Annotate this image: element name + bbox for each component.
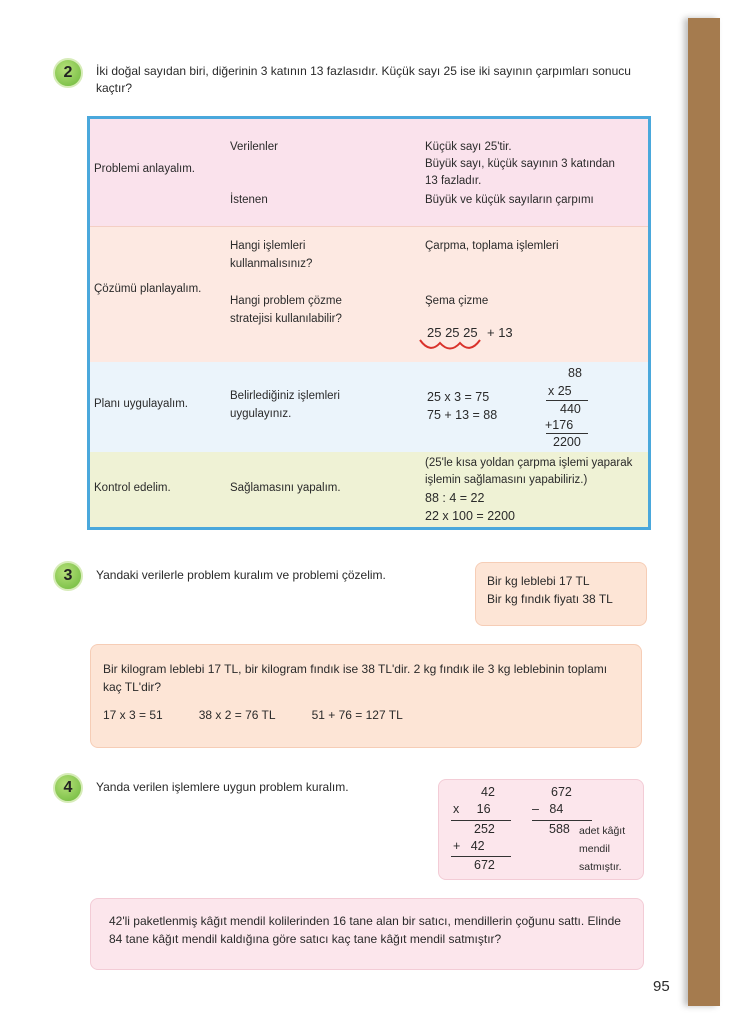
question-label: uygulayınız. (230, 408, 292, 420)
problem-text: 42'li paketlenmiş kâğıt mendil kolilerinden 16 tane alan bir satıcı, mendillerin çoğunu sattı. Elinde 84 tane kâğıt mendil kaldığına göre satıcı kaç tane kâğıt mendil satmıştır? (109, 914, 621, 946)
multiplication-step: 42 (481, 785, 495, 799)
problem-box (90, 644, 642, 748)
subtraction-step: – 84 (532, 802, 564, 816)
operation: 88 : 4 = 22 (425, 491, 485, 505)
question-label: Hangi işlemleri (230, 240, 306, 252)
note-text: adet kâğıt (579, 825, 626, 837)
solution-step: 38 x 2 = 76 TL (198, 708, 276, 722)
multiplication-step: 88 (568, 366, 582, 380)
question-label: Verilenler (230, 141, 278, 153)
multiplication-step: + 42 (453, 839, 485, 853)
problem-solving-table (87, 116, 651, 530)
data-line: Bir kg leblebi 17 TL (487, 574, 590, 588)
operation: 22 x 100 = 2200 (425, 509, 516, 523)
question-3-text: Yandaki verilerle problem kuralım ve problemi çözelim. (96, 568, 386, 582)
question-2-text: İki doğal sayıdan biri, diğerinin 3 katının 13 fazlasıdır. Küçük sayı 25 ise iki sayının çarpımları sonucu kaçtır? (96, 64, 631, 95)
problem-text: Bir kilogram leblebi 17 TL, bir kilogram fındık ise 38 TL'dir. 2 kg fındık ile 3 kg leblebinin toplamı kaç TL'dir? (103, 662, 608, 694)
diagram-numbers: + 13 (487, 325, 513, 340)
question-4-text: Yanda verilen işlemlere uygun problem kuralım. (96, 780, 349, 794)
data-box (475, 562, 647, 626)
multiplication-step: 440 (560, 402, 581, 416)
note-text: mendil (579, 843, 610, 855)
diagram-numbers: 25 25 25 (427, 325, 478, 340)
step-label: Çözümü planlayalım. (94, 283, 202, 295)
data-line: Bir kg fındık fiyatı 38 TL (487, 592, 613, 606)
question-number-badge: 2 (53, 58, 83, 88)
page-number: 95 (653, 978, 670, 995)
multiplication-result: 672 (474, 858, 495, 872)
question-number-badge: 3 (53, 561, 83, 591)
multiplication-step: x 16 (453, 802, 491, 816)
answer-text: Büyük ve küçük sayıların çarpımı (425, 194, 594, 206)
answer-text: Şema çizme (425, 295, 489, 307)
multiplication-step: 252 (474, 822, 495, 836)
table-row (90, 452, 648, 527)
question-label: stratejisi kullanılabilir? (230, 313, 342, 325)
answer-text: Çarpma, toplama işlemleri (425, 240, 559, 252)
question-label: İstenen (230, 194, 268, 206)
operations-box (438, 779, 644, 880)
subtraction-result: 588 (549, 822, 570, 836)
operation: 25 x 3 = 75 (427, 390, 490, 404)
multiplication-step: x 25 (548, 384, 572, 398)
answer-text: 13 fazladır. (425, 175, 482, 187)
step-label: Planı uygulayalım. (94, 398, 188, 410)
table-row (90, 226, 648, 362)
answer-text: Küçük sayı 25'tir. (425, 141, 512, 153)
answer-text: işlemin sağlamasını yapabiliriz.) (425, 474, 588, 486)
step-label: Kontrol edelim. (94, 482, 171, 494)
solution-step: 51 + 76 = 127 TL (311, 708, 403, 722)
question-label: Sağlamasını yapalım. (230, 482, 341, 494)
operation: 75 + 13 = 88 (427, 408, 498, 422)
step-label: Problemi anlayalım. (94, 163, 195, 175)
question-label: Belirlediğiniz işlemleri (230, 390, 340, 402)
answer-text: (25'le kısa yoldan çarpma işlemi yaparak (425, 457, 633, 469)
note-text: satmıştır. (579, 861, 622, 873)
solution-step: 17 x 3 = 51 (103, 708, 163, 722)
scheme-arcs-icon (418, 338, 488, 354)
table-row (90, 362, 648, 452)
question-label: Hangi problem çözme (230, 295, 342, 307)
problem-box (90, 898, 644, 970)
multiplication-step: +176 (545, 418, 574, 432)
table-row (90, 119, 648, 226)
question-label: kullanmalısınız? (230, 258, 313, 270)
question-number-badge: 4 (53, 773, 83, 803)
multiplication-result: 2200 (553, 435, 581, 449)
book-spine (688, 18, 720, 1006)
subtraction-step: 672 (551, 785, 572, 799)
answer-text: Büyük sayı, küçük sayının 3 katından (425, 158, 615, 170)
